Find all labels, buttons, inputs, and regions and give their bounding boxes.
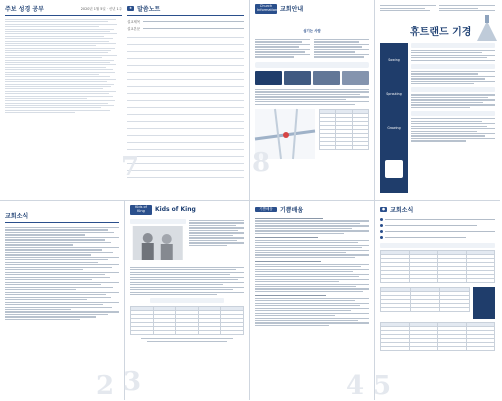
panel-page-2	[0, 200, 125, 400]
learning-text	[255, 218, 369, 326]
sermon-note-column	[121, 4, 244, 196]
kids-title: Kids of King	[155, 206, 196, 214]
worship-order	[411, 43, 495, 193]
bible-study-column	[5, 4, 122, 196]
kids-schedule-table	[130, 306, 244, 335]
sermon-note-title: 말씀노트	[137, 6, 161, 13]
kids-tag: Kids of King	[130, 205, 152, 215]
side-label-sowing: Sowing	[388, 57, 400, 62]
sermon-text-label: 설교본문	[127, 27, 141, 31]
note-writing-lines	[127, 37, 244, 178]
learning-tag: 기쁨배움	[255, 207, 277, 213]
page-number-5: 5	[373, 371, 392, 401]
worship-schedule	[319, 109, 369, 159]
news-title-right: 교회소식	[390, 207, 414, 214]
panel-page-3	[125, 200, 250, 400]
church-info-title: 교회안내	[280, 6, 304, 14]
panel-page-8	[250, 0, 375, 200]
news-tag-right: ●	[382, 206, 386, 211]
panel-page-5	[375, 200, 500, 400]
kids-photo-caption	[130, 219, 186, 224]
panel-page-4	[250, 200, 375, 400]
cover-intro-2	[439, 4, 495, 13]
prayer-table	[380, 287, 470, 312]
vision-heading-box	[255, 62, 369, 68]
sermon-note-tag: ★	[129, 5, 133, 10]
staff-heading: 섬기는 사람	[303, 28, 321, 33]
news-title-left: 교회소식	[5, 213, 29, 220]
church-intro-text	[255, 89, 369, 105]
bible-study-lines	[5, 19, 122, 113]
panel-page-7	[0, 0, 250, 200]
bible-study-title: 주보 성경 공부	[5, 6, 44, 13]
qr-code	[385, 160, 403, 178]
cover-intro	[380, 4, 436, 13]
page-number-3: 3	[123, 367, 142, 397]
learning-title: 기쁨배움	[280, 207, 304, 214]
sermon-title-label: 설교제목	[127, 20, 141, 24]
news-items-left	[5, 227, 119, 320]
offering-table	[380, 250, 495, 283]
cover-title: 휴트랜드 기경	[410, 26, 472, 38]
news-bullets	[380, 218, 495, 239]
kids-table-heading	[150, 298, 224, 303]
vision-blocks	[255, 71, 369, 85]
kids-photo	[130, 226, 186, 260]
panel-cover	[375, 0, 500, 200]
side-dark-box	[473, 287, 495, 319]
bible-study-date: 2020년 1월 5일 · 신년 1주	[80, 7, 122, 11]
church-illustration	[472, 15, 502, 41]
page-number-8: 8	[252, 148, 271, 178]
kids-text-right	[189, 219, 245, 264]
side-label-growing: Growing	[387, 125, 401, 130]
offering-table-heading	[380, 243, 495, 248]
cover-side-strip	[380, 43, 408, 193]
kids-text-body	[130, 267, 244, 296]
page-number-2: 2	[96, 371, 115, 401]
page-number-4: 4	[346, 371, 365, 401]
cover-masthead	[380, 15, 495, 41]
side-label-sprouting: Sprouting	[386, 91, 402, 96]
page-number-7: 7	[121, 152, 140, 182]
duty-table	[380, 322, 495, 351]
kids-footer-text	[130, 338, 244, 342]
church-info-tag: Church Information	[257, 4, 278, 12]
staff-list	[255, 38, 369, 59]
